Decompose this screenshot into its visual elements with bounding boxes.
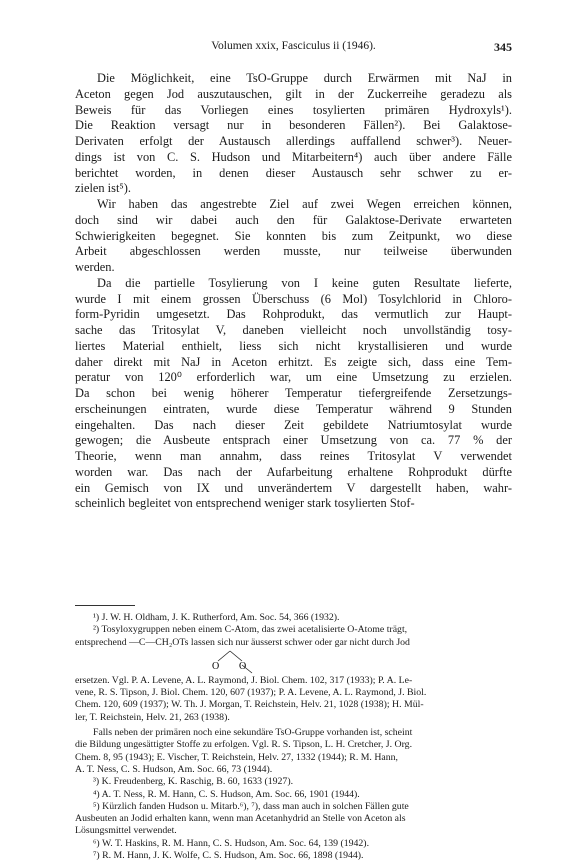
footnote-2-line-3: ersetzen. Vgl. P. A. Levene, A. L. Raymond, J. Biol. Chem. 102, 317 (1933); P. A. Le- (75, 674, 413, 686)
journal-volume-title: Volumen xxix, Fasciculus ii (1946). (211, 40, 376, 52)
body-line: werden. (75, 260, 115, 274)
body-line: scheinlich begleitet von entsprechend weniger stark tosylierten Stof- (75, 496, 415, 511)
footnote-2-addendum-line-4: A. T. Ness, C. S. Hudson, Am. Soc. 66, 73 (1944). (75, 763, 273, 775)
footnote-2-addendum-line-1: Falls neben der primären noch eine sekundäre TsO-Gruppe vorhanden ist, scheint (93, 727, 413, 739)
body-line: worden war. Das nach der Aufarbeitung erhaltene Rohprodukt dürfte (75, 464, 512, 479)
body-line: Schwierigkeiten begegnet. Sie konnten bis zum Zeitpunkt, wo diese (75, 228, 512, 243)
paragraph-3 (75, 276, 512, 512)
body-line: Aceton gegen Jod auszutauschen, gilt in der Zuckerreihe geradezu als (75, 86, 512, 101)
acetal-structure-diagram (200, 649, 280, 675)
running-header (75, 40, 512, 58)
body-line: Da schon bei wenig höherer Temperatur tiefergreifende Zersetzungs- (75, 386, 512, 400)
structure-o-left: O (212, 660, 220, 672)
main-text (75, 71, 512, 512)
body-line: doch sind wir dabei auch den für Galaktose-Derivate erwarteten (75, 212, 512, 227)
footnote-2-line-6: ler, T. Reichstein, Helv. 21, 263 (1938). (75, 711, 230, 723)
page-number: 345 (494, 40, 512, 54)
body-line: Die Möglichkeit, eine TsO-Gruppe durch Erwärmen mit NaJ in (97, 71, 512, 85)
paragraph-2 (75, 197, 512, 276)
body-line: daher direkt mit NaJ in Aceton erhitzt. Es zeigte sich, dass eine Tem- (75, 354, 512, 369)
footnote-2-line-1: ²) Tosyloxygruppen neben einem C-Atom, das zwei acetalisierte O-Atome trägt, (93, 624, 408, 636)
acetal-structure-fragment (200, 649, 512, 675)
footnote-4: ⁴) A. T. Ness, R. M. Hann, C. S. Hudson, Am. Soc. 66, 1901 (1944). (93, 788, 360, 800)
body-line: form-Pyridin umgesetzt. Das Rohprodukt, das vermutlich zur Haupt- (75, 307, 512, 322)
body-line: peratur von 120⁰ erforderlich war, um eine Umsetzung zu erzielen. (75, 370, 512, 385)
body-line: Derivaten erfolgt der Austausch allerdings auffallend schwer³). Neuer- (75, 134, 512, 148)
footnote-5-line-2: Ausbeuten an Jodid erhalten kann, wenn man Acetanhydrid an Stelle von Aceton als (75, 813, 406, 825)
body-line: Beweis für das Vorliegen eines tosylierten primären Hydroxyls¹). (75, 102, 512, 117)
footnote-5-line-3: Lösungsmittel verwendet. (75, 825, 177, 837)
body-line: Da die partielle Tosylierung von I keine guten Resultate lieferte, (97, 275, 512, 290)
footnote-2-line-4: vene, R. S. Tipson, J. Biol. Chem. 120, 607 (1937); P. A. Levene, A. L. Raymond, J. Biol. (75, 687, 427, 699)
footnote-7: ⁷) R. M. Hann, J. K. Wolfe, C. S. Hudson, Am. Soc. 66, 1898 (1944). (93, 850, 364, 862)
footnote-2-line-2: entsprechend —C—CH₂OTs lassen sich nur äusserst schwer oder gar nicht durch Jod (75, 636, 410, 648)
footnote-2-line-5: Chem. 120, 609 (1937); W. Th. J. Morgan, T. Reichstein, Helv. 21, 1028 (1938); H. Mül- (75, 699, 424, 711)
body-line: Wir haben das angestrebte Ziel auf zwei Wegen erreichen können, (97, 197, 512, 211)
body-line: eingehalten. Das nach dieser Zeit gebildete Natriumtosylat wurde (75, 417, 512, 432)
footnote-3: ³) K. Freudenberg, K. Raschig, B. 60, 1633 (1927). (93, 776, 294, 788)
body-line: erscheinungen eintraten, wurde diese Temperatur während 9 Stunden (75, 401, 512, 416)
paragraph-1 (75, 71, 512, 197)
body-line: Theorie, wenn man annahm, dass reines Tritosylat V verwendet (75, 449, 512, 463)
body-line: ein Gemisch von IX und unverändertem V dargestellt haben, wahr- (75, 480, 512, 495)
footnote-2-addendum-line-3: Chem. 8, 95 (1943); E. Vischer, T. Reichstein, Helv. 27, 1332 (1944); R. M. Hann, (75, 751, 398, 763)
footnote-5-line-1: ⁵) Kürzlich fanden Hudson u. Mitarb.⁶), ⁷), dass man auch in solchen Fällen gute (93, 800, 409, 812)
footnote-1: ¹) J. W. H. Oldham, J. K. Rutherford, Am. Soc. 54, 366 (1932). (93, 612, 340, 623)
footnote-2-addendum-line-2: die Bildung ungesättigter Stoffe zu erfolgen. Vgl. R. S. Tipson, L. H. Cretcher, J. Org. (75, 739, 413, 751)
structure-o-right: O (239, 660, 247, 672)
footnote-2 (75, 624, 512, 636)
body-line: sache das Tritosylat V, daneben vielleicht noch unvollständig tosy- (75, 323, 512, 337)
body-line: wurde I mit einem grossen Überschuss (6 Mol) Tosylchlorid in Chloro- (75, 291, 512, 306)
body-line: dings ist von C. S. Hudson und Mitarbeitern⁴) auch über andere Fälle (75, 149, 512, 164)
footnote-separator (75, 605, 135, 606)
footnotes (75, 612, 512, 862)
body-line: Arbeit abgeschlossen werden musste, nur teilweise überwunden (75, 244, 512, 259)
footnote-6: ⁶) W. T. Haskins, R. M. Hann, C. S. Hudson, Am. Soc. 64, 139 (1942). (93, 837, 370, 849)
body-line: gewogen; die Ausbeute entsprach einer Umsetzung von ca. 77 % der (75, 433, 512, 448)
body-line: Die Reaktion versagt nur in besonderen Fällen²). Bei Galaktose- (75, 118, 512, 133)
body-line: berichtet worden, in denen dieser Austausch sehr schwer zu er- (75, 165, 512, 180)
body-line: zielen ist⁵). (75, 181, 131, 196)
body-line: liertes Material enthielt, liess sich nicht krystallisieren und wurde (75, 338, 512, 353)
